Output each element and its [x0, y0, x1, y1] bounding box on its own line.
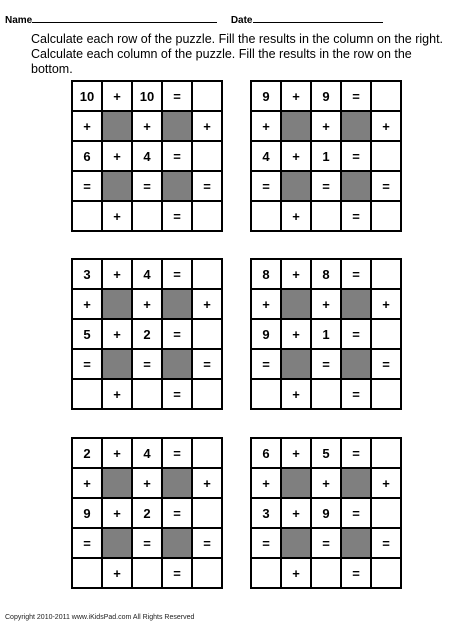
plus-operator: + [103, 439, 133, 469]
answer-box[interactable] [193, 320, 223, 350]
puzzle-1 [71, 80, 223, 232]
date-label: Date [230, 15, 253, 26]
instructions: Calculate each row of the puzzle. Fill the results in the column on the right. Calculate each column of the puzzle. Fill the results in the row on the bottom. [31, 32, 444, 76]
number-cell: 4 [133, 260, 163, 290]
shaded-cell [163, 469, 193, 499]
answer-box[interactable] [372, 499, 402, 529]
shaded-cell [282, 350, 312, 380]
equals-operator: = [342, 499, 372, 529]
answer-box[interactable] [73, 559, 103, 589]
number-cell: 2 [133, 499, 163, 529]
plus-operator: + [312, 469, 342, 499]
equals-operator: = [133, 529, 163, 559]
number-cell: 4 [252, 142, 282, 172]
plus-operator: + [282, 380, 312, 410]
shaded-cell [342, 172, 372, 202]
answer-box[interactable] [372, 142, 402, 172]
shaded-cell [103, 469, 133, 499]
shaded-cell [282, 290, 312, 320]
equals-operator: = [163, 499, 193, 529]
plus-operator: + [193, 290, 223, 320]
puzzle-5 [71, 437, 223, 589]
plus-operator: + [282, 142, 312, 172]
answer-box[interactable] [312, 380, 342, 410]
answer-box[interactable] [372, 380, 402, 410]
answer-box[interactable] [372, 260, 402, 290]
plus-operator: + [103, 142, 133, 172]
equals-operator: = [342, 142, 372, 172]
answer-box[interactable] [372, 320, 402, 350]
equals-operator: = [163, 260, 193, 290]
shaded-cell [342, 469, 372, 499]
equals-operator: = [163, 142, 193, 172]
plus-operator: + [282, 499, 312, 529]
number-cell: 6 [252, 439, 282, 469]
answer-box[interactable] [372, 559, 402, 589]
shaded-cell [282, 469, 312, 499]
number-cell: 9 [252, 320, 282, 350]
shaded-cell [103, 290, 133, 320]
number-cell: 2 [73, 439, 103, 469]
equals-operator: = [163, 559, 193, 589]
shaded-cell [342, 529, 372, 559]
equals-operator: = [252, 529, 282, 559]
equals-operator: = [133, 350, 163, 380]
plus-operator: + [103, 82, 133, 112]
shaded-cell [163, 350, 193, 380]
number-cell: 9 [252, 82, 282, 112]
plus-operator: + [103, 320, 133, 350]
answer-box[interactable] [193, 559, 223, 589]
name-label: Name [5, 15, 33, 26]
answer-box[interactable] [252, 202, 282, 232]
shaded-cell [103, 112, 133, 142]
plus-operator: + [282, 260, 312, 290]
shaded-cell [282, 112, 312, 142]
answer-box[interactable] [312, 202, 342, 232]
plus-operator: + [103, 499, 133, 529]
equals-operator: = [73, 529, 103, 559]
answer-box[interactable] [193, 380, 223, 410]
equals-operator: = [163, 380, 193, 410]
answer-box[interactable] [193, 82, 223, 112]
date-field[interactable] [253, 12, 383, 23]
equals-operator: = [312, 172, 342, 202]
answer-box[interactable] [372, 439, 402, 469]
answer-box[interactable] [73, 380, 103, 410]
answer-box[interactable] [73, 202, 103, 232]
equals-operator: = [372, 172, 402, 202]
equals-operator: = [163, 320, 193, 350]
answer-box[interactable] [133, 559, 163, 589]
plus-operator: + [282, 320, 312, 350]
equals-operator: = [372, 529, 402, 559]
equals-operator: = [342, 260, 372, 290]
equals-operator: = [73, 172, 103, 202]
plus-operator: + [282, 559, 312, 589]
answer-box[interactable] [372, 202, 402, 232]
shaded-cell [163, 529, 193, 559]
answer-box[interactable] [252, 380, 282, 410]
number-cell: 3 [73, 260, 103, 290]
number-cell: 2 [133, 320, 163, 350]
equals-operator: = [342, 559, 372, 589]
equals-operator: = [193, 529, 223, 559]
plus-operator: + [372, 290, 402, 320]
number-cell: 4 [133, 142, 163, 172]
shaded-cell [282, 529, 312, 559]
answer-box[interactable] [193, 202, 223, 232]
answer-box[interactable] [133, 202, 163, 232]
equals-operator: = [133, 172, 163, 202]
equals-operator: = [342, 380, 372, 410]
shaded-cell [342, 112, 372, 142]
answer-box[interactable] [252, 559, 282, 589]
equals-operator: = [312, 529, 342, 559]
equals-operator: = [163, 82, 193, 112]
header [5, 12, 383, 26]
equals-operator: = [342, 202, 372, 232]
plus-operator: + [103, 380, 133, 410]
plus-operator: + [372, 469, 402, 499]
equals-operator: = [342, 439, 372, 469]
shaded-cell [282, 172, 312, 202]
plus-operator: + [252, 469, 282, 499]
answer-box[interactable] [312, 559, 342, 589]
shaded-cell [163, 290, 193, 320]
plus-operator: + [282, 439, 312, 469]
number-cell: 6 [73, 142, 103, 172]
answer-box[interactable] [193, 260, 223, 290]
puzzle-6 [250, 437, 402, 589]
puzzle-4 [250, 258, 402, 410]
shaded-cell [103, 529, 133, 559]
answer-box[interactable] [193, 499, 223, 529]
plus-operator: + [103, 559, 133, 589]
plus-operator: + [282, 82, 312, 112]
plus-operator: + [103, 202, 133, 232]
answer-box[interactable] [193, 142, 223, 172]
plus-operator: + [193, 112, 223, 142]
number-cell: 1 [312, 142, 342, 172]
number-cell: 9 [312, 499, 342, 529]
equals-operator: = [252, 350, 282, 380]
answer-box[interactable] [193, 439, 223, 469]
plus-operator: + [73, 469, 103, 499]
number-cell: 10 [73, 82, 103, 112]
name-field[interactable] [32, 12, 217, 23]
answer-box[interactable] [133, 380, 163, 410]
equals-operator: = [163, 439, 193, 469]
shaded-cell [163, 112, 193, 142]
equals-operator: = [372, 350, 402, 380]
plus-operator: + [312, 290, 342, 320]
number-cell: 8 [312, 260, 342, 290]
equals-operator: = [252, 172, 282, 202]
equals-operator: = [193, 350, 223, 380]
plus-operator: + [193, 469, 223, 499]
plus-operator: + [133, 290, 163, 320]
plus-operator: + [372, 112, 402, 142]
number-cell: 5 [312, 439, 342, 469]
plus-operator: + [252, 290, 282, 320]
shaded-cell [103, 172, 133, 202]
plus-operator: + [103, 260, 133, 290]
answer-box[interactable] [372, 82, 402, 112]
equals-operator: = [342, 320, 372, 350]
number-cell: 1 [312, 320, 342, 350]
copyright-footer: Copyright 2010-2011 www.iKidsPad.com All Rights Reserved [5, 614, 195, 621]
plus-operator: + [133, 112, 163, 142]
number-cell: 3 [252, 499, 282, 529]
number-cell: 9 [312, 82, 342, 112]
equals-operator: = [73, 350, 103, 380]
puzzle-2 [250, 80, 402, 232]
shaded-cell [103, 350, 133, 380]
equals-operator: = [342, 82, 372, 112]
number-cell: 4 [133, 439, 163, 469]
puzzle-3 [71, 258, 223, 410]
plus-operator: + [73, 290, 103, 320]
number-cell: 9 [73, 499, 103, 529]
equals-operator: = [193, 172, 223, 202]
shaded-cell [342, 290, 372, 320]
plus-operator: + [73, 112, 103, 142]
plus-operator: + [133, 469, 163, 499]
plus-operator: + [282, 202, 312, 232]
shaded-cell [342, 350, 372, 380]
number-cell: 5 [73, 320, 103, 350]
equals-operator: = [163, 202, 193, 232]
shaded-cell [163, 172, 193, 202]
number-cell: 8 [252, 260, 282, 290]
number-cell: 10 [133, 82, 163, 112]
plus-operator: + [312, 112, 342, 142]
equals-operator: = [312, 350, 342, 380]
plus-operator: + [252, 112, 282, 142]
